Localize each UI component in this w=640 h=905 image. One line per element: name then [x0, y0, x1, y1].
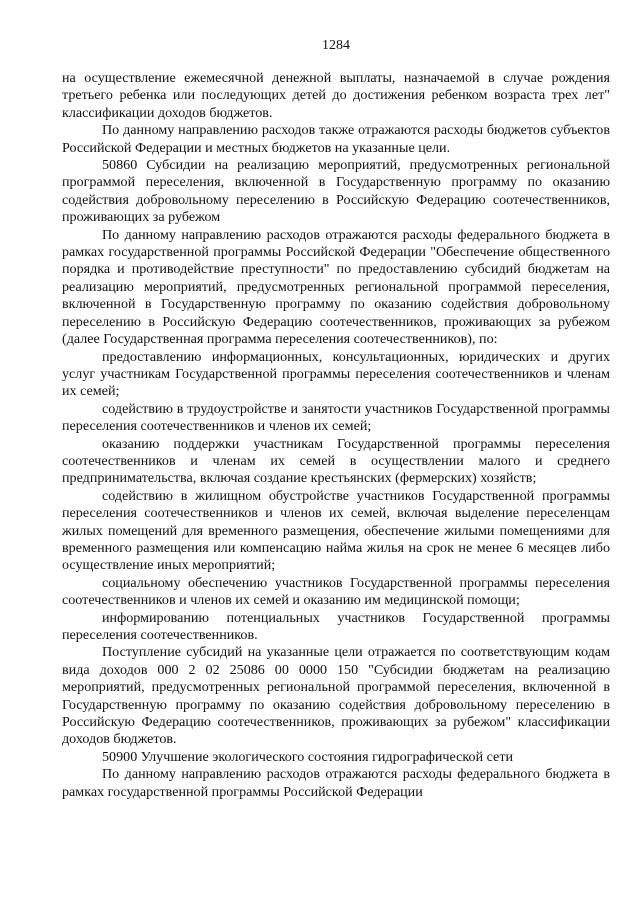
paragraph: По данному направлению расходов отражаются расходы федерального бюджета в рамках государственной программы Российской Федерации "Обеспечение общественного порядка и противодействие преступности" по предоставлению субсидий бюджетам на реализацию мероприятий, предусмотренных региональной программой переселения, включенной в Государственную программу по оказанию содействия добровольному переселению в Российскую Федерацию соотечественников, проживающих за рубежом (далее Государственная программа переселения соотечественников), по:: [62, 226, 610, 348]
paragraph-heading-50860: 50860 Субсидии на реализацию мероприятий, предусмотренных региональной программой переселения, включенной в Государственную программу по оказанию содействия добровольному переселению в Российскую Федерацию соотечественников, проживающих за рубежом: [62, 157, 610, 226]
paragraph: По данному направлению расходов также отражаются расходы бюджетов субъектов Российской Федерации и местных бюджетов на указанные цели.: [62, 122, 610, 156]
list-item: оказанию поддержки участникам Государственной программы переселения соотечественников и членам их семей в осуществлении малого и среднего предпринимательства, включая создание крестьянских (фермерских) хозяйств;: [62, 435, 610, 487]
list-item: информированию потенциальных участников Государственной программы переселения соотечественников.: [62, 609, 610, 643]
list-item: предоставлению информационных, консультационных, юридических и других услуг участникам Государственной программы переселения соотечественников и членам их семей;: [62, 348, 610, 400]
paragraph: По данному направлению расходов отражаются расходы федерального бюджета в рамках государственной программы Российской Федерации: [62, 766, 610, 800]
document-body: [62, 70, 610, 801]
page-number: 1284: [322, 38, 350, 53]
list-item: содействию в трудоустройстве и занятости участников Государственной программы переселения соотечественников и членов их семей;: [62, 400, 610, 435]
list-item: содействию в жилищном обустройстве участников Государственной программы переселения соотечественников и членов их семей, включая выделение переселенцам жилых помещений для временного размещения, обеспечение жилыми помещениями для временного размещения или компенсацию найма жилья на срок не менее 6 месяцев либо осуществление иных мероприятий;: [62, 487, 610, 574]
list-item: социальному обеспечению участников Государственной программы переселения соотечественников и членов их семей и оказанию им медицинской помощи;: [62, 574, 610, 609]
paragraph-heading-50900: 50900 Улучшение экологического состояния гидрографической сети: [102, 748, 514, 765]
paragraph: на осуществление ежемесячной денежной выплаты, назначаемой в случае рождения третьего ребенка или последующих детей до достижения ребенком возраста трех лет" классификации доходов бюджетов.: [62, 70, 610, 121]
document-page: [62, 0, 610, 905]
paragraph: Поступление субсидий на указанные цели отражается по соответствующим кодам вида доходов 000 2 02 25086 00 0000 150 "Субсидии бюджетам на реализацию мероприятий, предусмотренных региональной программой переселения, включенной в Государственную программу по оказанию содействия добровольному переселению в Российскую Федерацию соотечественников, проживающих за рубежом" классификации доходов бюджетов.: [62, 644, 610, 748]
